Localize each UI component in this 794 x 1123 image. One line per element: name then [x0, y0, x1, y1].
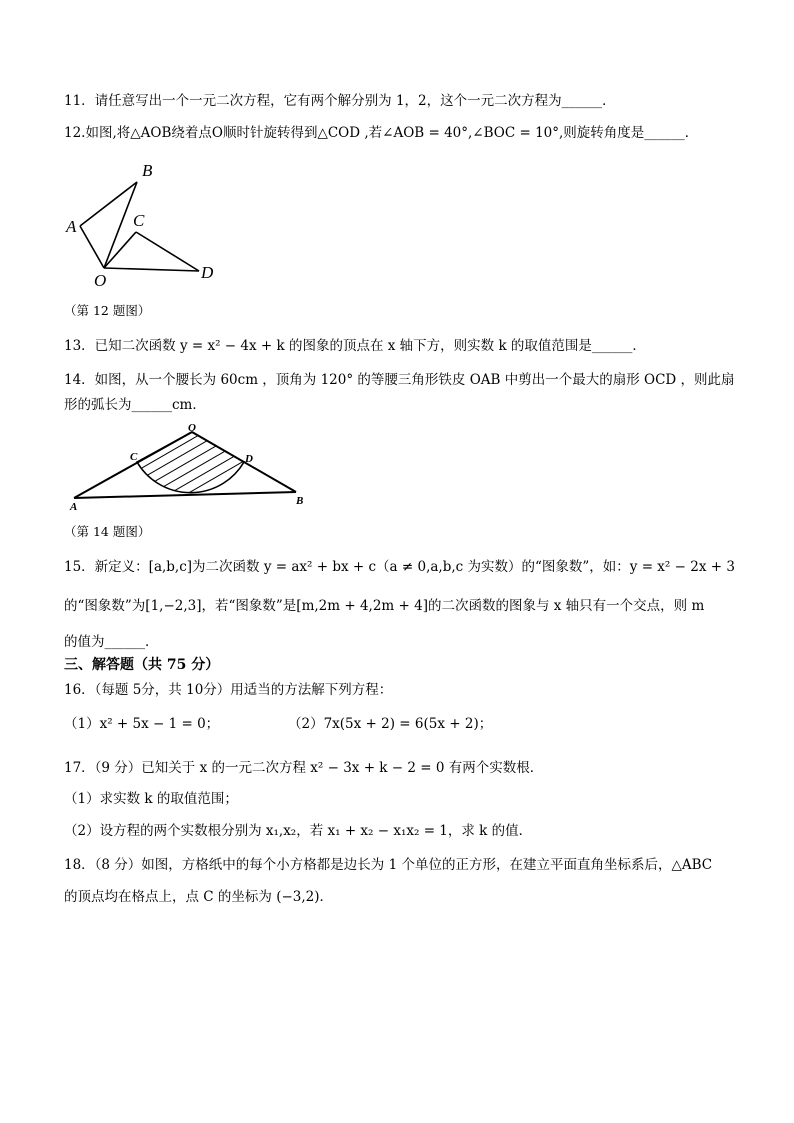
question-17: 17．（9 分）已知关于 x 的一元二次方程 x² − 3x + k − 2 = 0 有两个实数根． — [64, 760, 544, 776]
segment-cd — [136, 232, 199, 271]
label-b: B — [296, 495, 304, 507]
question-18-line1: 18．（8 分）如图，方格纸中的每个小方格都是边长为 1 个单位的正方形，在建立平面直角坐标系后，△ABC — [64, 857, 713, 873]
label-d: D — [201, 263, 214, 282]
question-17-part1: （1）求实数 k 的取值范围； — [64, 791, 238, 807]
label-b: B — [142, 161, 153, 180]
question-16-part2: （2）7x(5x + 2) = 6(5x + 2)； — [288, 716, 493, 732]
label-d: D — [245, 453, 253, 465]
question-17-part2: （2）设方程的两个实数根分别为 x₁,x₂，若 x₁ + x₂ − x₁x₂ = 1，求 k 的值． — [64, 823, 533, 839]
question-16-part1: （1）x² + 5x − 1 = 0； — [64, 716, 220, 732]
label-o: O — [94, 271, 107, 290]
figure-14 — [62, 420, 312, 512]
question-16: 16．（每题 5分，共 10分）用适当的方法解下列方程： — [64, 682, 393, 698]
label-a: A — [66, 217, 77, 236]
segment-ao — [80, 226, 104, 268]
segment-oc — [104, 232, 136, 268]
label-a: A — [70, 501, 78, 512]
segment-od — [104, 268, 199, 271]
question-11: 11．请任意写出一个一元二次方程，它有两个解分别为 1，2，这个一元二次方程为______． — [64, 93, 616, 109]
question-15-line2: 的“图象数”为[1,−2,3]，若“图象数”是[m,2m + 4,2m + 4]的二次函数的图象与 x 轴只有一个交点，则 m — [64, 598, 705, 614]
label-c: C — [130, 451, 138, 463]
sector-ocd — [137, 432, 244, 493]
question-15-line1: 15．新定义：[a,b,c]为二次函数 y = ax² + bx + c（a ≠ 0,a,b,c 为实数）的“图象数”，如：y = x² − 2x + 3 — [64, 559, 735, 575]
question-13: 13．已知二次函数 y = x² − 4x + k 的图象的顶点在 x 轴下方，则实数 k 的取值范围是______． — [64, 338, 646, 354]
question-18-line2: 的顶点均在格点上，点 C 的坐标为 (−3,2)． — [64, 889, 334, 905]
question-12: 12.如图,将△AOB绕着点O顺时针旋转得到△COD ,若∠AOB = 40°,∠BOC = 10°,则旋转角度是______． — [64, 125, 699, 141]
figure-14-caption: （第 14 题图） — [64, 524, 151, 539]
figure-12 — [62, 158, 232, 290]
question-15-line3: 的值为______． — [64, 634, 159, 650]
figure-12-caption: （第 12 题图） — [64, 303, 151, 318]
question-14-line1: 14．如图，从一个腰长为 60cm ，顶角为 120° 的等腰三角形铁皮 OAB 中剪出一个最大的扇形 OCD ，则此扇 — [64, 372, 735, 388]
question-14-line2: 形的弧长为______cm． — [64, 397, 206, 413]
label-o: O — [188, 422, 196, 434]
label-c: C — [133, 211, 145, 230]
section-3-heading: 三、解答题（共 75 分） — [64, 657, 220, 673]
